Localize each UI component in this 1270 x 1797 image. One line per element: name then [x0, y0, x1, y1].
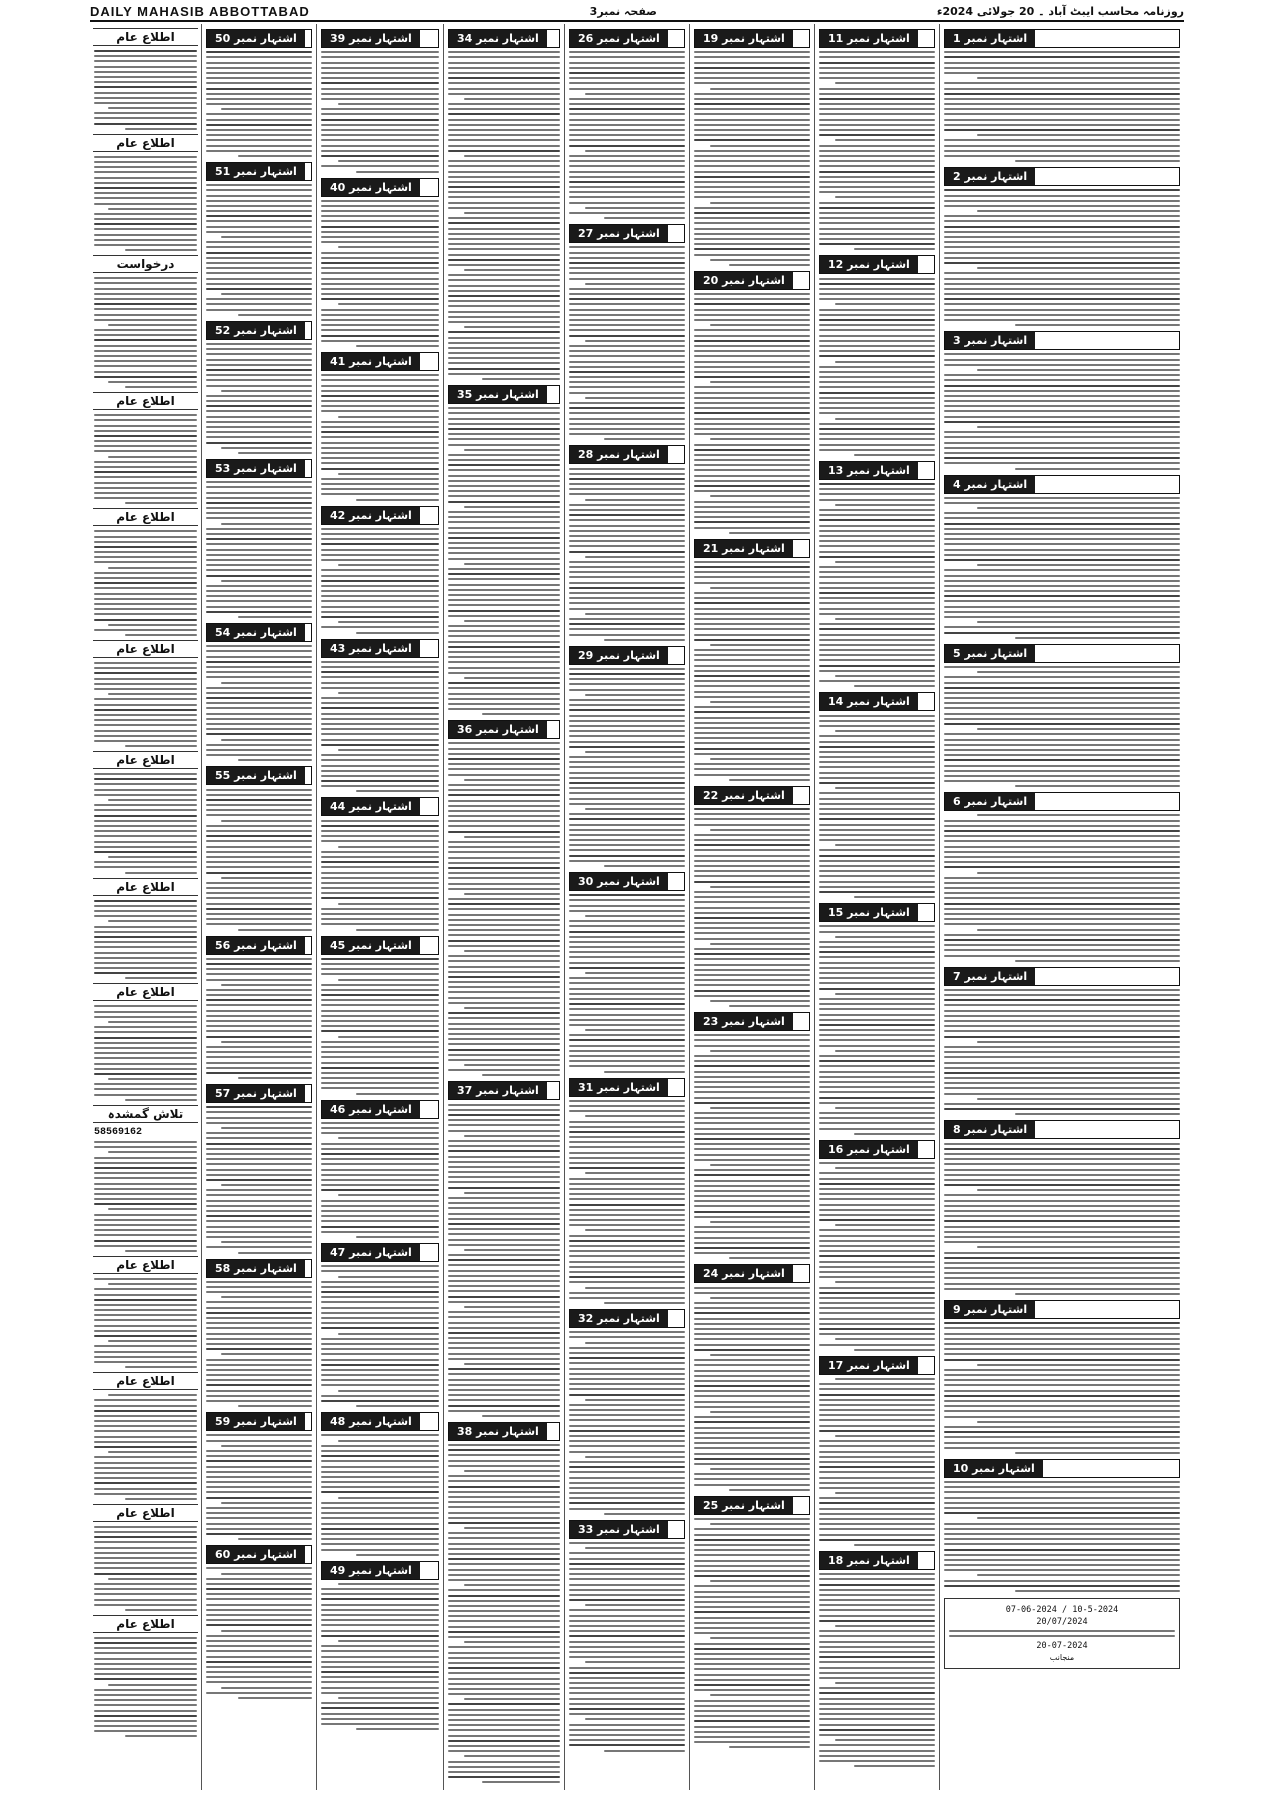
notice-number: اشتہار نمبر 10 [945, 1460, 1043, 1477]
notice-number: اشتہار نمبر 48 [322, 1413, 420, 1430]
court-stamp-block [944, 1598, 1180, 1669]
notice-number: اشتہار نمبر 42 [322, 507, 420, 524]
notice-header [206, 1259, 312, 1278]
notice-header [206, 936, 312, 955]
notice-body-text [815, 715, 939, 899]
notice-body-text [690, 1034, 814, 1259]
notice-header [694, 29, 810, 48]
notice-body-text [815, 1162, 939, 1351]
notice-body-text [565, 894, 689, 1072]
notice-header [206, 1084, 312, 1103]
column-notices-19-25 [690, 24, 815, 1790]
notice-number: اشتہار نمبر 58 [207, 1260, 305, 1277]
notice-header [448, 1081, 560, 1100]
notice-header [819, 255, 935, 274]
notice-body-text [940, 1481, 1184, 1592]
notice-body-text [940, 189, 1184, 326]
public-notice-heading: اطلاع عام [93, 1372, 198, 1390]
notice-header [694, 539, 810, 558]
notice-number: اشتہار نمبر 54 [207, 624, 305, 641]
notice-number: اشتہار نمبر 45 [322, 937, 420, 954]
notice-header [206, 162, 312, 181]
notice-number: اشتہار نمبر 17 [820, 1357, 918, 1374]
public-notice-heading: اطلاع عام [93, 134, 198, 152]
column-notices-1-10 [940, 24, 1184, 1790]
public-notice-heading: درخواست [93, 255, 198, 273]
notice-body-text [90, 1526, 201, 1611]
stamp-text: 20-07-2024 [1036, 1640, 1088, 1651]
public-notice-heading: اطلاع عام [93, 983, 198, 1001]
notice-header [206, 29, 312, 48]
notice-body-text [317, 528, 443, 634]
notice-header [944, 644, 1180, 663]
notice-header [321, 797, 439, 816]
notice-header [206, 1545, 312, 1564]
notice-number: اشتہار نمبر 24 [695, 1265, 793, 1282]
notice-number: اشتہار نمبر 36 [449, 721, 547, 738]
notice-number: اشتہار نمبر 13 [820, 462, 918, 479]
notice-header [321, 1561, 439, 1580]
notice-number: اشتہار نمبر 4 [945, 476, 1035, 493]
notice-body-text [815, 483, 939, 687]
notice-body-text [90, 1005, 201, 1100]
stamp-rule [949, 1630, 1175, 1632]
notice-header [321, 639, 439, 658]
notice-number: اشتہار نمبر 43 [322, 640, 420, 657]
notice-header [448, 720, 560, 739]
phone-number: 58569162 [94, 1126, 143, 1138]
public-notice-heading: تلاش گمشدہ [93, 1105, 198, 1123]
notice-header [448, 1422, 560, 1441]
notice-header [819, 692, 935, 711]
public-notice-heading: اطلاع عام [93, 508, 198, 526]
notice-header [694, 1496, 810, 1515]
notice-number: اشتہار نمبر 44 [322, 798, 420, 815]
notice-body-text [202, 645, 316, 761]
page-label: صفحہ نمبر3 [589, 4, 657, 18]
column-notices-26-33 [565, 24, 690, 1790]
notice-body-text [565, 246, 689, 440]
notice-body-text [690, 1518, 814, 1748]
column-notices-11-18 [815, 24, 940, 1790]
notice-header [819, 1140, 935, 1159]
public-notice-heading: اطلاع عام [93, 1615, 198, 1633]
notice-number: اشتہار نمبر 37 [449, 1082, 547, 1099]
notice-header [694, 1012, 810, 1031]
notice-number: اشتہار نمبر 15 [820, 904, 918, 921]
notice-number: اشتہار نمبر 14 [820, 693, 918, 710]
notice-header [819, 903, 935, 922]
notice-header [819, 29, 935, 48]
public-notice-heading: اطلاع عام [93, 751, 198, 769]
notice-number: اشتہار نمبر 57 [207, 1085, 305, 1102]
notice-number: اشتہار نمبر 38 [449, 1423, 547, 1440]
notice-body-text [90, 156, 201, 251]
notice-body-text [815, 1378, 939, 1546]
notice-header [944, 331, 1180, 350]
notice-header [321, 352, 439, 371]
notice-body-text [90, 1394, 201, 1500]
notice-number: اشتہار نمبر 40 [322, 179, 420, 196]
notice-body-text [940, 51, 1184, 162]
notice-body-text [202, 1106, 316, 1253]
notice-body-text [90, 900, 201, 980]
notice-body-text [90, 662, 201, 747]
stamp-text: 20/07/2024 [1036, 1617, 1088, 1627]
notice-body-text [90, 277, 201, 388]
notice-header [321, 1412, 439, 1431]
notice-body-text [90, 50, 201, 130]
notice-number: اشتہار نمبر 41 [322, 353, 420, 370]
notice-header [819, 461, 935, 480]
notice-body-text [940, 814, 1184, 961]
notice-body-text [940, 353, 1184, 469]
notice-body-text [690, 51, 814, 266]
notice-number: اشتہار نمبر 3 [945, 332, 1035, 349]
notice-body-text [690, 808, 814, 1007]
notice-body-text [90, 414, 201, 504]
notice-header [944, 1300, 1180, 1319]
notice-body-text [815, 1573, 939, 1767]
notice-number: اشتہار نمبر 28 [570, 446, 668, 463]
notice-number: اشتہار نمبر 35 [449, 386, 547, 403]
notice-header [819, 1356, 935, 1375]
notice-body-text [317, 51, 443, 172]
notice-header [321, 936, 439, 955]
notice-header [569, 872, 685, 891]
stamp-text: منجانب [1049, 1652, 1075, 1662]
notice-number: اشتہار نمبر 6 [945, 793, 1035, 810]
notice-body-text [317, 661, 443, 793]
notice-header [206, 1412, 312, 1431]
notice-number: اشتہار نمبر 20 [695, 272, 793, 289]
column-notices-34-38 [444, 24, 565, 1790]
notice-body-text [202, 958, 316, 1079]
notice-body-text [815, 51, 939, 250]
notice-number: اشتہار نمبر 7 [945, 968, 1035, 985]
notice-body-text [202, 184, 316, 316]
notice-body-text [317, 1583, 443, 1730]
notice-body-text [815, 278, 939, 456]
notice-number: اشتہار نمبر 11 [820, 30, 918, 47]
notice-header [206, 321, 312, 340]
notice-header [321, 506, 439, 525]
notice-header [569, 1309, 685, 1328]
notice-header [569, 224, 685, 243]
notice-body-text [202, 1567, 316, 1699]
notice-body-text [317, 200, 443, 347]
notice-body-text [202, 789, 316, 931]
notice-body-text [444, 742, 564, 1076]
notice-number: اشتہار نمبر 26 [570, 30, 668, 47]
notice-body-text [444, 407, 564, 715]
notice-number: اشتہار نمبر 50 [207, 30, 305, 47]
notice-body-text [90, 773, 201, 874]
notice-number: اشتہار نمبر 29 [570, 647, 668, 664]
notice-body-text [444, 1104, 564, 1417]
notice-number: اشتہار نمبر 53 [207, 460, 305, 477]
notice-header [944, 792, 1180, 811]
notice-header [694, 1264, 810, 1283]
notice-body-text [202, 51, 316, 157]
notice-body-text [202, 1281, 316, 1408]
public-notice-heading: اطلاع عام [93, 1504, 198, 1522]
notice-header [569, 445, 685, 464]
notice-header [694, 271, 810, 290]
notice-header [944, 29, 1180, 48]
notice-body-text [202, 481, 316, 618]
notice-number: اشتہار نمبر 2 [945, 168, 1035, 185]
notice-header [321, 1100, 439, 1119]
notice-body-text [317, 1434, 443, 1555]
notice-number: اشتہار نمبر 12 [820, 256, 918, 273]
notice-header [569, 29, 685, 48]
notice-number: اشتہار نمبر 9 [945, 1301, 1035, 1318]
notice-number: اشتہار نمبر 18 [820, 1552, 918, 1569]
notice-body-text [815, 925, 939, 1135]
notice-header [448, 29, 560, 48]
notice-header [321, 178, 439, 197]
notice-body-text [940, 497, 1184, 639]
notice-number: اشتہار نمبر 1 [945, 30, 1035, 47]
stamp-text: 07-06-2024 / 10-5-2024 [1005, 1605, 1119, 1615]
paper-name: DAILY MAHASIB ABBOTTABAD [90, 3, 310, 19]
notice-body-text [565, 1331, 689, 1515]
date-line: روزنامہ محاسب ایبٹ آباد ۔ 20 جولائی 2024ء [936, 4, 1184, 18]
notice-body-text [317, 1122, 443, 1238]
notice-number: اشتہار نمبر 34 [449, 30, 547, 47]
notice-header [206, 459, 312, 478]
notice-number: اشتہار نمبر 52 [207, 322, 305, 339]
notice-header [206, 623, 312, 642]
notice-number: اشتہار نمبر 16 [820, 1141, 918, 1158]
notice-header [321, 29, 439, 48]
notice-number: اشتہار نمبر 32 [570, 1310, 668, 1327]
notice-header [819, 1551, 935, 1570]
notice-body-text [90, 1141, 201, 1252]
notice-number: اشتہار نمبر 49 [322, 1562, 420, 1579]
column-notices-50-60 [202, 24, 317, 1790]
notice-body-text [690, 561, 814, 781]
public-notice-heading: اطلاع عام [93, 392, 198, 410]
notice-number: اشتہار نمبر 60 [207, 1546, 305, 1563]
notice-number: اشتہار نمبر 39 [322, 30, 420, 47]
notice-number: اشتہار نمبر 56 [207, 937, 305, 954]
notice-body-text [690, 293, 814, 534]
newspaper-page [90, 24, 1184, 1790]
notice-body-text [565, 1542, 689, 1752]
notice-header [944, 475, 1180, 494]
notice-number: اشتہار نمبر 21 [695, 540, 793, 557]
notice-number: اشتہار نمبر 27 [570, 225, 668, 242]
notice-header [944, 167, 1180, 186]
public-notice-heading: اطلاع عام [93, 28, 198, 46]
column-public-notices [90, 24, 202, 1790]
notice-number: اشتہار نمبر 33 [570, 1521, 668, 1538]
notice-header [569, 646, 685, 665]
notice-number: اشتہار نمبر 23 [695, 1013, 793, 1030]
notice-number: اشتہار نمبر 59 [207, 1413, 305, 1430]
notice-header [321, 1243, 439, 1262]
notice-header [694, 786, 810, 805]
public-notice-heading: اطلاع عام [93, 878, 198, 896]
notice-body-text [90, 1637, 201, 1738]
notice-header [206, 766, 312, 785]
notice-body-text [202, 1434, 316, 1540]
notice-number: اشتہار نمبر 31 [570, 1079, 668, 1096]
notice-number: اشتہار نمبر 8 [945, 1121, 1035, 1138]
notice-body-text [565, 468, 689, 641]
notice-body-text [940, 1322, 1184, 1454]
notice-number: اشتہار نمبر 46 [322, 1101, 420, 1118]
notice-header [944, 1120, 1180, 1139]
notice-number: اشتہار نمبر 47 [322, 1244, 420, 1261]
notice-body-text [317, 1265, 443, 1407]
notice-header [569, 1078, 685, 1097]
notice-body-text [940, 666, 1184, 787]
notice-number: اشتہار نمبر 30 [570, 873, 668, 890]
column-notices-39-49 [317, 24, 444, 1790]
notice-number: اشتہار نمبر 19 [695, 30, 793, 47]
notice-body-text [317, 374, 443, 501]
notice-header [944, 967, 1180, 986]
notice-number: اشتہار نمبر 25 [695, 1497, 793, 1514]
notice-header [569, 1520, 685, 1539]
notice-body-text [317, 820, 443, 931]
notice-body-text [565, 1100, 689, 1304]
notice-number: اشتہار نمبر 51 [207, 163, 305, 180]
public-notice-heading: اطلاع عام [93, 1256, 198, 1274]
public-notice-heading: اطلاع عام [93, 640, 198, 658]
notice-header [944, 1459, 1180, 1478]
notice-number: اشتہار نمبر 5 [945, 645, 1035, 662]
notice-body-text [317, 958, 443, 1095]
notice-body-text [690, 1287, 814, 1491]
masthead [90, 2, 1184, 22]
notice-body-text [940, 989, 1184, 1116]
notice-body-text [940, 1143, 1184, 1295]
stamp-rule [949, 1635, 1175, 1637]
notice-number: اشتہار نمبر 22 [695, 787, 793, 804]
notice-body-text [202, 343, 316, 454]
notice-body-text [90, 1278, 201, 1368]
notice-body-text [565, 51, 689, 219]
notice-body-text [90, 530, 201, 636]
notice-header [448, 385, 560, 404]
notice-body-text [444, 1444, 564, 1783]
notice-number: اشتہار نمبر 55 [207, 767, 305, 784]
notice-body-text [565, 668, 689, 867]
notice-body-text [444, 51, 564, 380]
